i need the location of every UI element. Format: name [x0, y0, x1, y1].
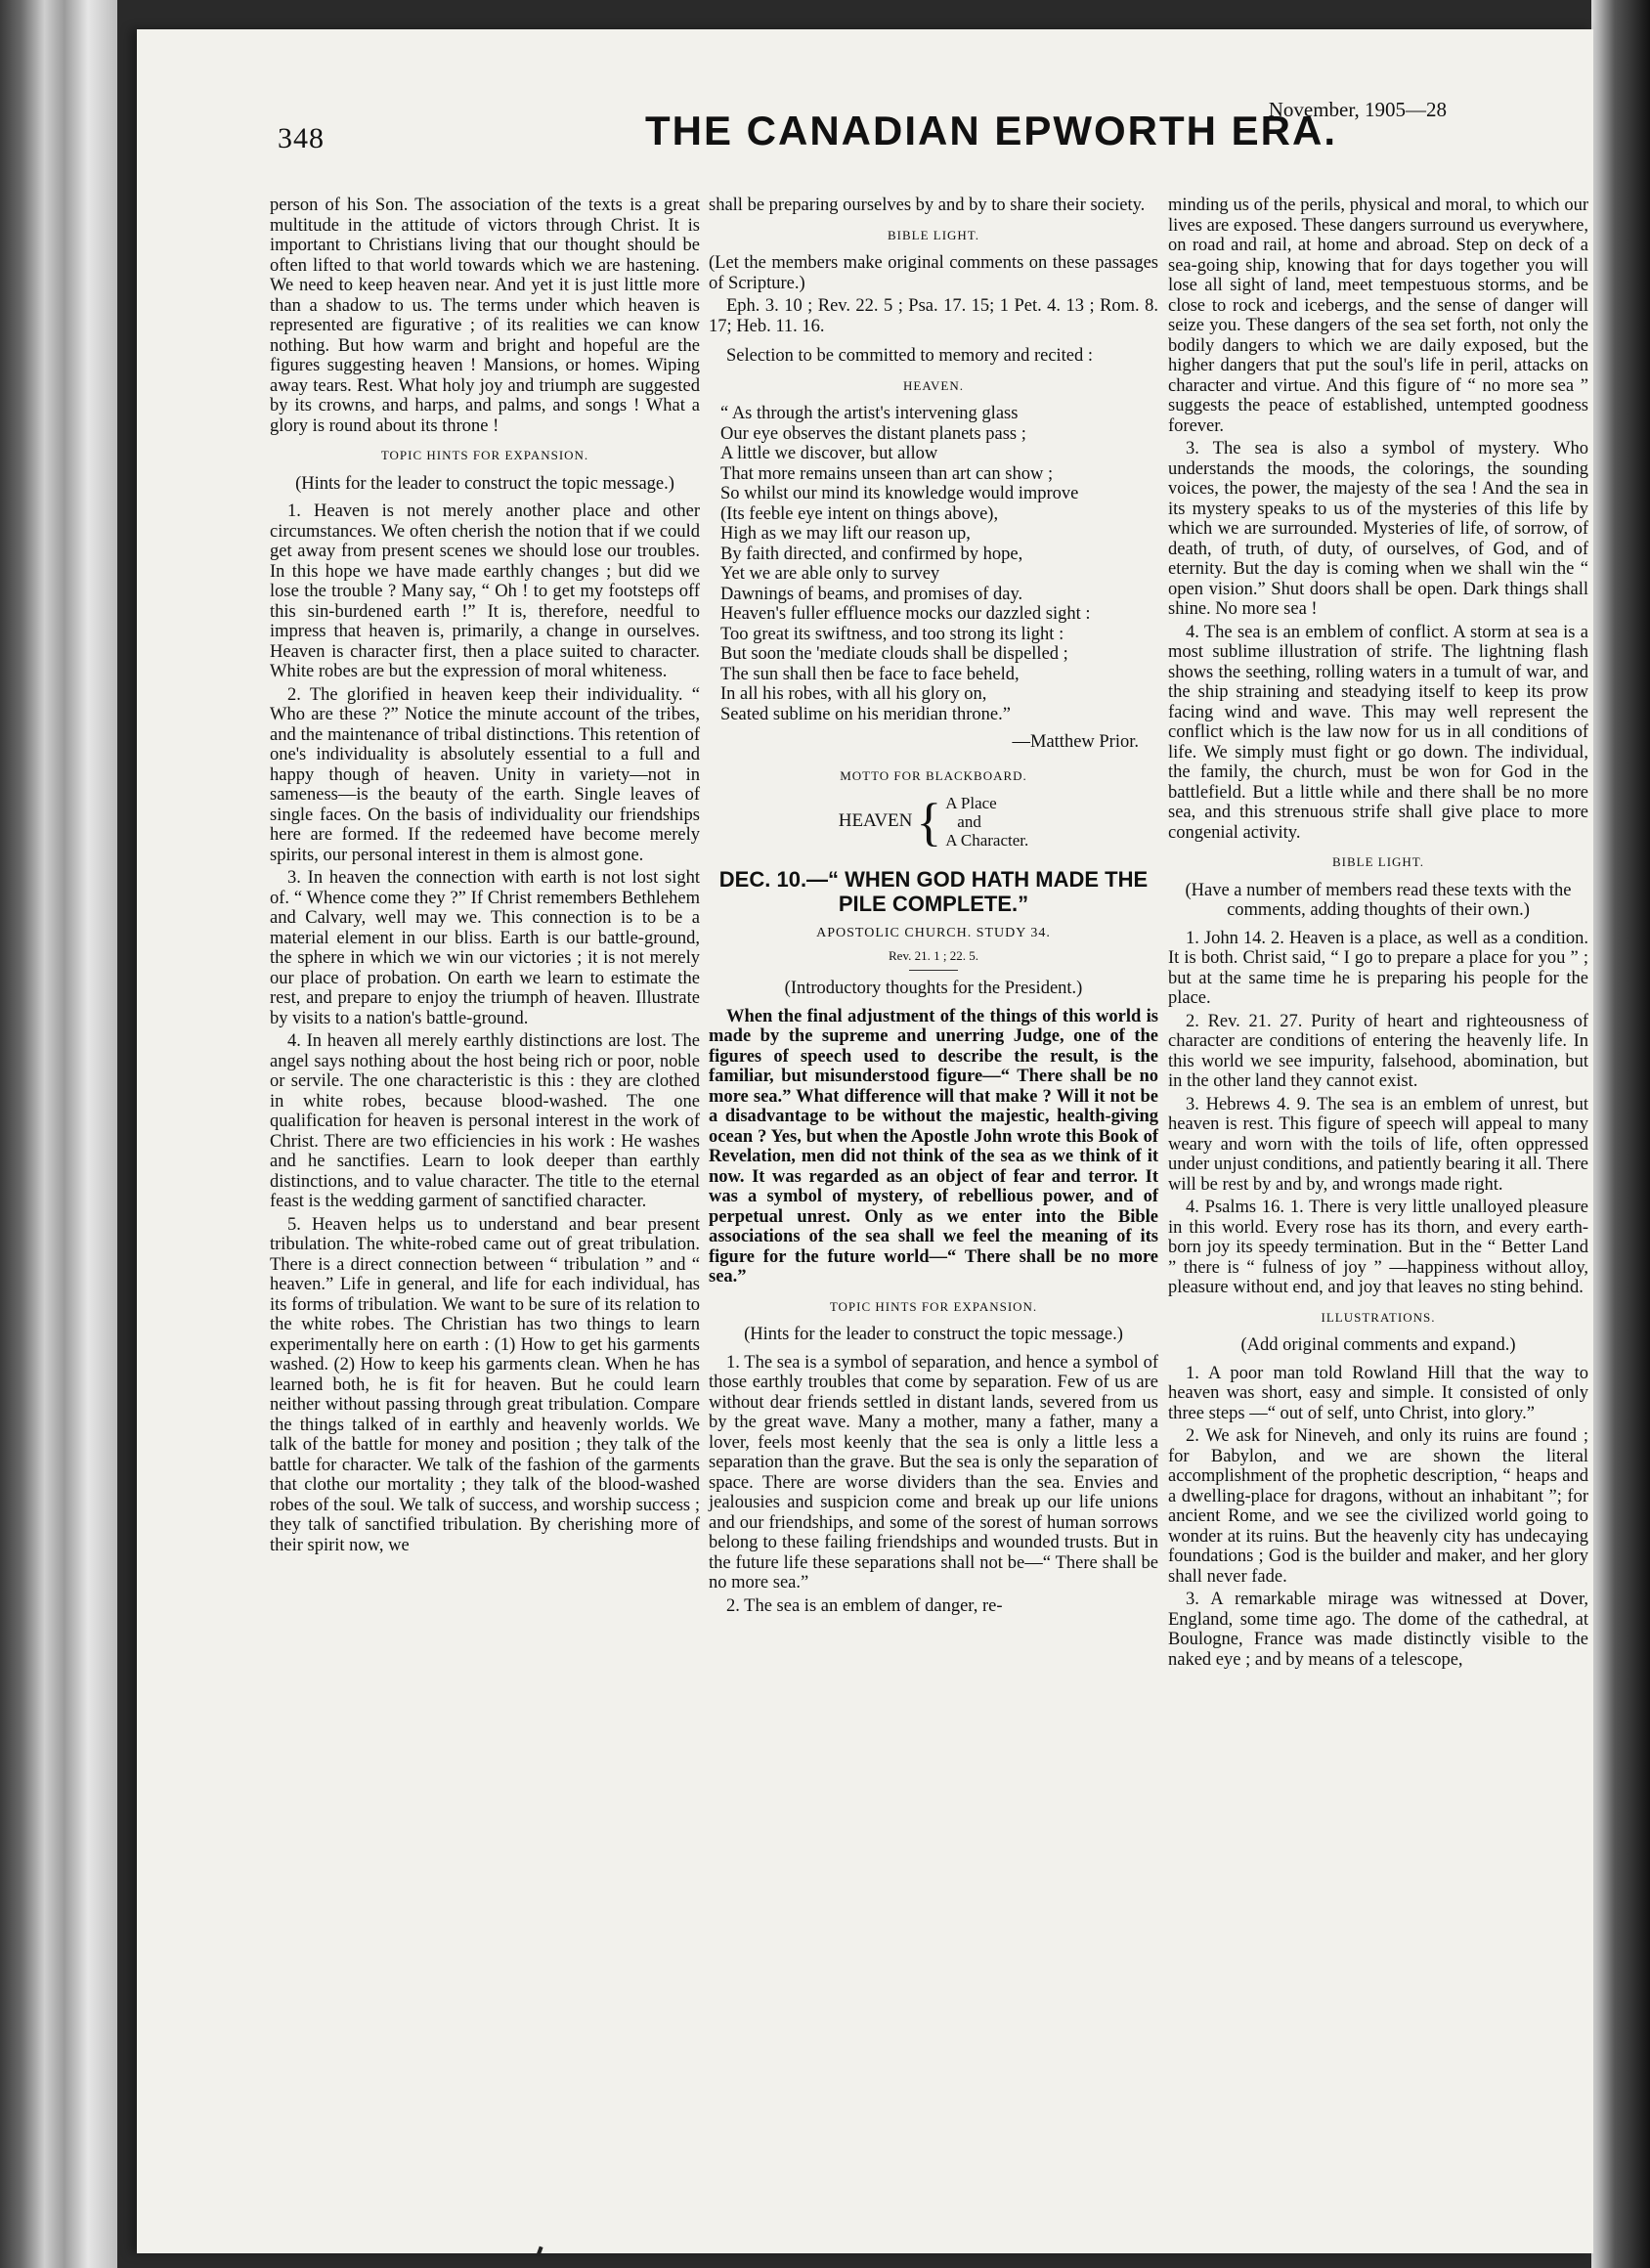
poem-line: “ As through the artist's intervening glass	[720, 404, 1019, 423]
sea-paragraph-1: 1. The sea is a symbol of separation, and hence a symbol of those earthly troubles that come by separation. Few of us are without dear friends settled in distant lands, severed from us by the great wave. Many a mother, many a father, many a lover, feels most keenly that the sea is only a little less a separation than the grave. But the sea is only the separation of space. There are worse dividers than the sea. Envies and jealousies and suspicion come and break up our life unions and our friendships, and some of the sorest of human sorrows belong to these failing friendships and wounded trusts. But in the future life these separations shall not be—“ There shall be no more sea.”	[709, 1352, 1158, 1592]
bible-comment-3: 3. Hebrews 4. 9. The sea is an emblem of unrest, but heaven is rest. This figure of speech will appeal to many weary and worn with the toils of life, often oppressed under unjust conditions, and patiently bearing it all. There will be rest by and by, and wrongs made right.	[1168, 1094, 1588, 1195]
print-mark	[536, 2246, 543, 2257]
motto-list	[945, 794, 1028, 850]
bible-light-heading: BIBLE LIGHT.	[887, 227, 980, 242]
topic-hints-note: (Hints for the leader to construct the topic message.)	[295, 473, 674, 494]
page-title: THE CANADIAN EPWORTH ERA.	[645, 108, 1337, 153]
poem-line: A little we discover, but allow	[720, 444, 938, 463]
heaven-poem	[709, 404, 1158, 724]
poem-line: Our eye observes the distant planets pass ;	[720, 423, 1026, 444]
sea-paragraph-4: 4. The sea is an emblem of conflict. A storm at sea is a most sublime illustration of strife. The lightning flash shows the seething, rolling waters in a tumult of war, and the ship straining and steadying itself to keep its prow facing wind and wave. This may well represent the conflict which is the law now for us in all conditions of life. We simply must fight or go down. The individual, the family, the church, must be won for God in the battlefield. But a little while and there shall be no more sea, and this strenuous strife shall give place to more congenial activity.	[1168, 622, 1588, 843]
poem-line: By faith directed, and confirmed by hope,	[720, 544, 1023, 564]
hint-paragraph-1: 1. Heaven is not merely another place and other circumstances. We often cherish the notion that if we could get away from present scenes we should lose our troubles. In this hope we have made earthly changes ; but did we lose the trouble ? Many say, “ Oh ! to get my footsteps off this sin-burdened earth !” It is, therefore, needful to impress that heaven is, primarily, a change in ourselves. Heaven is character first, then a place suited to character. White robes are but the expression of moral whiteness.	[270, 502, 700, 681]
sea-paragraph-2-start: 2. The sea is an emblem of danger, re-	[726, 1595, 1003, 1616]
scan-binding-edge	[0, 0, 117, 2268]
column-1	[270, 196, 700, 1558]
bible-light-note-2: (Have a number of members read these texts with the comments, adding thoughts of their own.)	[1185, 880, 1572, 920]
poem-line: Heaven's fuller effluence mocks our dazzled sight :	[720, 604, 1091, 624]
section-subtitle: APOSTOLIC CHURCH. STUDY 34.	[816, 926, 1051, 940]
topic-hints-heading: TOPIC HINTS FOR EXPANSION.	[380, 448, 589, 462]
motto-item: and	[957, 812, 981, 831]
poem-line: Dawnings of beams, and promises of day.	[720, 584, 1023, 604]
illustration-1: 1. A poor man told Rowland Hill that the way to heaven was short, easy and simple. It consisted of only three steps —“ out of self, unto Christ, into glory.”	[1168, 1363, 1588, 1423]
bible-comment-2: 2. Rev. 21. 27. Purity of heart and righteousness of character are conditions of entering the heavenly life. In this world we see impurity, falsehood, abomination, but in the other land they cannot exist.	[1168, 1011, 1588, 1091]
column-2	[709, 196, 1158, 1619]
poem-line: In all his robes, with all his glory on,	[720, 684, 987, 704]
column-3	[1168, 196, 1588, 1673]
hint-paragraph-5: 5. Heaven helps us to understand and bear present tribulation. The white-robed came out of great tribulation. There is a direct connection between “ tribulation ” and “ heaven.” Life in general, and life for each individual, has its forms of tribulation. We want to be sure of its relation to the white robes. The Christian has two things to learn experimentally here on earth : (1) How to get his garments washed. (2) How to keep his garments clean. When he has learned both, he is fit for heaven. But he could learn neither without passing through great tribulation. Compare the things talked of in earthly and heavenly worlds. We talk of the battle for money and position ; they talk of the battle for character. We talk of the fashion of the garments that clothe our mortality ; they talk of the blood-washed robes of the soul. We talk of success, and worship success ; they talk of sanctified tribulation. By cherishing more of their spirit now, we	[270, 1214, 700, 1555]
introductory-note: (Introductory thoughts for the President.)	[784, 979, 1083, 998]
page-header	[137, 29, 1593, 166]
poem-line: Yet we are able only to survey	[720, 564, 940, 584]
poem-line: That more remains unseen than art can show ;	[720, 463, 1054, 484]
bible-light-heading-2: BIBLE LIGHT.	[1331, 854, 1425, 869]
poem-line: But soon the 'mediate clouds shall be dispelled ;	[720, 644, 1068, 664]
topic-hints-heading-2: TOPIC HINTS FOR EXPANSION.	[829, 1298, 1038, 1314]
brace-icon: {	[916, 792, 942, 851]
bible-comment-4: 4. Psalms 16. 1. There is very little unalloyed pleasure in this world. Every rose has its thorn, and every earth-born joy its speedy termination. But in the “ Better Land ” there is “ fulness of joy ” —happiness without alloy, pleasure without end, and joy that leaves no sting behind.	[1168, 1198, 1588, 1297]
poem-author: —Matthew Prior.	[1012, 732, 1139, 752]
poem-line: So whilst our mind its knowledge would improve	[720, 484, 1079, 503]
motto-item: A Character.	[945, 831, 1029, 850]
poem-line: (Its feeble eye intent on things above),	[720, 503, 999, 524]
magazine-page	[137, 29, 1593, 2253]
sea-paragraph-3: 3. The sea is also a symbol of mystery. Who understands the moods, the colorings, the sounding voices, the power, the majesty of the sea ! And the sea in its mystery speaks to us of the mysteries of this life by which we are surrounded. Mysteries of life, of sorrow, of death, of truth, of duty, of ourselves, of God, and of eternity. But the day is coming when we shall win the “ open vision.” Shut doors shall be open. Dark things shall shine. No more sea !	[1168, 439, 1588, 619]
page-number: 348	[278, 122, 325, 154]
illustrations-note: (Add original comments and expand.)	[1240, 1335, 1516, 1355]
illustration-3: 3. A remarkable mirage was witnessed at Dover, England, some time ago. The dome of the cathedral, at Boulogne, France was made distinctly visible to the naked eye ; and by means of a telescope,	[1168, 1590, 1588, 1670]
heaven-poem-heading: HEAVEN.	[902, 377, 964, 393]
divider	[909, 970, 958, 971]
topic-hints-note-2: (Hints for the leader to construct the topic message.)	[744, 1325, 1123, 1344]
bible-light-note: (Let the members make original comments on these passages of Scripture.)	[709, 253, 1158, 293]
illustrations-heading: ILLUSTRATIONS.	[1321, 1309, 1436, 1325]
poem-line: Too great its swiftness, and too strong its light :	[720, 624, 1064, 644]
column-2-intro: shall be preparing ourselves by and by to share their society.	[709, 196, 1146, 215]
poem-line: Seated sublime on his meridian throne.”	[720, 704, 1011, 724]
page-date: November, 1905—28	[1268, 98, 1447, 121]
section-reference: Rev. 21. 1 ; 22. 5.	[889, 947, 978, 963]
hint-paragraph-4: 4. In heaven all merely earthly distinctions are lost. The angel says nothing about the host being rich or poor, noble or servile. The one characteristic is this : they are clothed in white robes, because blood-washed. The one qualification for heaven is personal interest in the work of Christ. There are two efficiencies in his work : He washes and he sanctifies. Learn to look deeper than earthly distinctions, and to value character. The title to the eternal feast is the wedding garment of sanctified character.	[270, 1031, 700, 1211]
motto-heading: MOTTO FOR BLACKBOARD.	[840, 767, 1027, 783]
motto-word: HEAVEN	[838, 810, 913, 832]
section-title: DEC. 10.—“ WHEN GOD HATH MADE THE PILE COMPLETE.”	[718, 867, 1149, 916]
bible-references: Eph. 3. 10 ; Rev. 22. 5 ; Psa. 17. 15; 1 Pet. 4. 13 ; Rom. 8. 17; Heb. 11. 16.	[709, 296, 1158, 336]
memory-selection-note: Selection to be committed to memory and recited :	[726, 346, 1094, 366]
blackboard-motto	[709, 794, 1158, 850]
hint-paragraph-2: 2. The glorified in heaven keep their individuality. “ Who are these ?” Notice the minute account of the tribes, and the maintenance of tribal distinctions. This retention of one's individuality is absolutely essential to a full and happy though of heaven. Unity in variety—not in sameness—is the beauty of the earth. Single leaves of single faces. On the basis of individuality our friendships here are formed. If the redeemed have become merely spirits, our personal interest in them is almost gone.	[270, 684, 700, 865]
scan-right-edge	[1591, 0, 1650, 2268]
poem-line: High as we may lift our reason up,	[720, 524, 971, 544]
motto-item: A Place	[945, 794, 997, 812]
illustration-2: 2. We ask for Nineveh, and only its ruins are found ; for Babylon, and we are shown the literal accomplishment of the prophetic description, “ heaps and a dwelling-place for dragons, without an inhabitant ”; for ancient Rome, and we see the civilized world going to wonder at its ruins. But the heavenly city has undecaying foundations ; God is the builder and maker, and her glory shall never fade.	[1168, 1426, 1588, 1587]
poem-line: The sun shall then be face to face beheld,	[720, 664, 1020, 684]
hint-paragraph-3: 3. In heaven the connection with earth is not lost sight of. “ Whence come they ?” If Christ remembers Bethlehem and Calvary, well may we. This connection is to be a material element in our bliss. Earth is our battle-ground, the sphere in which we win our victories ; it is not merely our place of probation. On earth we learn to estimate the rest, and prepare to enjoy the triumph of heaven. Illustrate by visits to a nation's battle-ground.	[270, 868, 700, 1028]
column-1-intro: person of his Son. The association of the texts is a great multitude in the attitude of victors through Christ. It is important to Christians living that our thought should be often lifted to that world towards which we are hastening. We need to keep heaven near. And yet it is just little more than a shadow to us. The terms under which heaven is represented are figurative ; of its realities we can know nothing. But how warm and bright and hopeful are the figures suggesting heaven ! Mansions, or homes. Wiping away tears. Rest. What holy joy and triumph are suggested by its crowns, and harps, and palms, and songs ! What a glory is round about its throne !	[270, 196, 700, 436]
introductory-text: When the final adjustment of the things of this world is made by the supreme and unerring Judge, one of the figures of speech used to describe the result, is the familiar, but misunderstood figure—“ There shall be no more sea.” What difference will that make ? Will it not be a disadvantage to be without the majestic, health-giving ocean ? Yes, but when the Apostle John wrote this Book of Revelation, men did not think of the sea as we think of it now. It was regarded as an object of fear and terror. It was a symbol of mystery, of rebellious power, and of perpetual unrest. Only as we enter into the Bible associations of the sea shall we feel the meaning of its figure for the future world—“ There shall be no more sea.”	[709, 1006, 1158, 1287]
column-3-intro: minding us of the perils, physical and moral, to which our lives are exposed. These dangers surround us everywhere, on road and rail, at home and abroad. Step on deck of a sea-going ship, knowing that for days together you will lose all sight of land, meet tempestuous storms, and be close to rock and icebergs, and the sense of danger will seize you. These dangers of the sea set forth, not only the bodily dangers to which we are daily exposed, but the higher dangers that put the soul's life in peril, attacks on character and virtue. And this figure of “ no more sea ” suggests the peace of established, untempted goodness forever.	[1168, 196, 1588, 436]
bible-comment-1: 1. John 14. 2. Heaven is a place, as well as a condition. It is both. Christ said, “ I go to prepare a place for you ” ; but at the same time he is preparing his people for the place.	[1168, 928, 1588, 1008]
